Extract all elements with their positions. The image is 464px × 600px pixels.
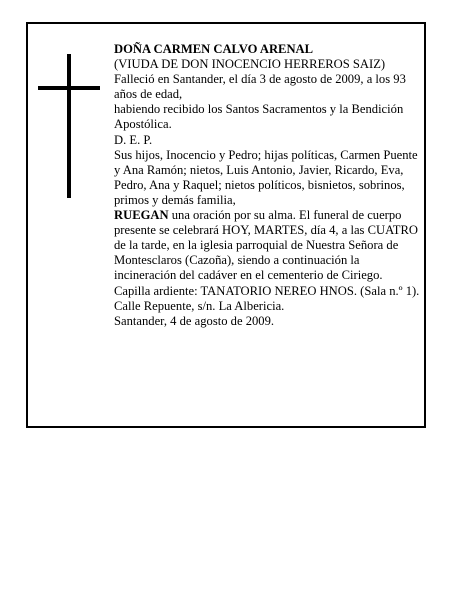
- ruegan-label: RUEGAN: [114, 208, 169, 223]
- notice-text: [114, 42, 420, 329]
- obituary-notice: [26, 22, 426, 428]
- cross-vertical-bar: [67, 54, 71, 198]
- widow-of-line: (VIUDA DE DON INOCENCIO HERREROS SAIZ): [114, 57, 386, 72]
- cross-horizontal-bar: [38, 86, 100, 90]
- funeral-paragraph: [114, 208, 420, 314]
- family-paragraph: Sus hijos, Inocencio y Pedro; hijas políticas, Carmen Puente y Ana Ramón; nietos, Luis Antonio, Javier, Ricardo, Eva, Pedro, Ana y Raquel; nietos políticos, bisnietos, sobrinos, primos y demás familia,: [114, 147, 418, 207]
- place-date-line: Santander, 4 de agosto de 2009.: [114, 313, 275, 328]
- sacraments-line: habiendo recibido los Santos Sacramentos y la Bendición Apostólica.: [114, 102, 404, 132]
- cross-icon: [38, 54, 100, 198]
- deceased-name: DOÑA CARMEN CALVO ARENAL: [114, 42, 314, 56]
- death-line: Falleció en Santander, el día 3 de agosto de 2009, a los 93 años de edad,: [114, 72, 406, 102]
- funeral-details: una oración por su alma. El funeral de cuerpo presente se celebrará HOY, MARTES, día 4, a las CUATRO de la tarde, en la iglesia parroquial de Nuestra Señora de Montesclaros (Cazoña), siendo a continuación la incineración del cadáver en el cementerio de Ciriego. Capilla ardiente: TANATORIO NEREO HNOS. (Sala n.º 1). Calle Repuente, s/n. La Albericia.: [114, 208, 420, 313]
- dep-line: D. E. P.: [114, 132, 153, 147]
